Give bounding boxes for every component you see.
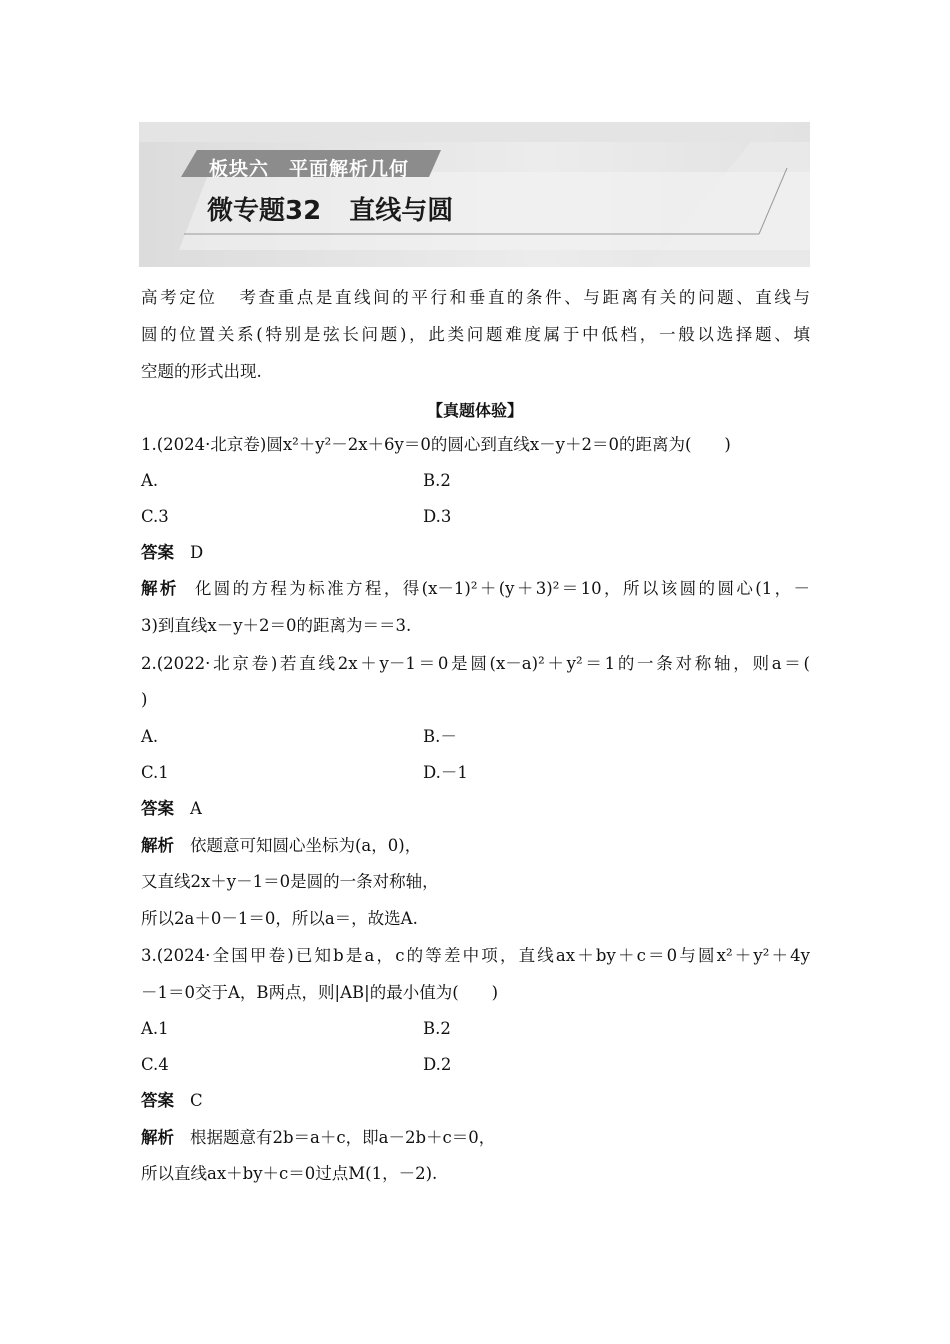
q3-analysis-label: 解析 [141, 1128, 174, 1147]
intro-line-3: 空题的形式出现. [141, 362, 262, 381]
q3-option-a: A.1 [141, 1019, 169, 1038]
section-title: 【真题体验】 [426, 401, 523, 420]
q2-stem-line-2: ) [141, 690, 148, 709]
q3-analysis-line-1 [141, 1127, 495, 1149]
q1-answer-label: 答案 [141, 543, 174, 562]
topic-number: 微专题32 [207, 196, 322, 226]
q3-answer-value: C [190, 1091, 203, 1110]
q2-analysis-line-2: 又直线2x＋y－1＝0是圆的一条对称轴， [141, 872, 439, 891]
topic-title [207, 190, 453, 227]
q3-option-b: B.2 [423, 1019, 451, 1038]
q2-option-a: A. [141, 727, 159, 746]
q3-option-d: D.2 [423, 1055, 452, 1074]
q2-analysis-text-1: 依题意可知圆心坐标为(a，0)， [190, 836, 422, 855]
q1-option-a: A. [141, 471, 159, 490]
intro-text-1: 考查重点是直线间的平行和垂直的条件、与距离有关的问题、直线与 [239, 288, 811, 307]
q1-answer [141, 542, 203, 564]
q2-analysis-label: 解析 [141, 836, 174, 855]
q1-stem: 1.(2024·北京卷)圆x²＋y²－2x＋6y＝0的圆心到直线x－y＋2＝0的距离为( ) [141, 435, 731, 454]
q1-analysis-line-1 [141, 578, 810, 600]
block-label: 板块六 平面解析几何 [209, 158, 410, 180]
q2-option-b: B.－ [423, 727, 457, 746]
q2-answer [141, 798, 202, 820]
topic-banner [139, 122, 810, 267]
q1-answer-value: D [190, 543, 204, 562]
q1-option-c: C.3 [141, 507, 169, 526]
q3-option-c: C.4 [141, 1055, 169, 1074]
q2-analysis-line-3: 所以2a＋0－1＝0，所以a＝，故选A. [141, 909, 418, 928]
q3-analysis-text-1: 根据题意有2b＝a＋c，即a－2b＋c＝0， [190, 1128, 496, 1147]
intro-lead: 高考定位 [141, 288, 218, 307]
q1-option-b: B.2 [423, 471, 451, 490]
topic-name: 直线与圆 [349, 196, 454, 226]
q3-stem-line-2: －1＝0交于A，B两点，则|AB|的最小值为( ) [141, 983, 499, 1002]
q1-analysis-text-1: 化圆的方程为标准方程，得(x－1)²＋(y＋3)²＝10，所以该圆的圆心(1，－ [194, 579, 811, 598]
q2-option-d: D.－1 [423, 763, 468, 782]
q1-option-d: D.3 [423, 507, 452, 526]
q3-stem-line-1: 3.(2024·全国甲卷)已知b是a，c的等差中项，直线ax＋by＋c＝0与圆x²＋y²＋4y [141, 946, 810, 965]
q3-answer-label: 答案 [141, 1091, 174, 1110]
q1-analysis-line-2: 3)到直线x－y＋2＝0的距离为＝＝3. [141, 616, 412, 635]
intro-line-2: 圆的位置关系(特别是弦长问题)，此类问题难度属于中低档，一般以选择题、填 [141, 325, 810, 344]
q2-stem-line-1: 2.(2022·北京卷)若直线2x＋y－1＝0是圆(x－a)²＋y²＝1的一条对称轴，则a＝( [141, 654, 810, 673]
q2-option-c: C.1 [141, 763, 169, 782]
q3-answer [141, 1090, 203, 1112]
q3-analysis-line-2: 所以直线ax＋by＋c＝0过点M(1，－2). [141, 1164, 438, 1183]
q2-analysis-line-1 [141, 835, 421, 857]
q1-analysis-label: 解析 [141, 579, 179, 598]
q2-answer-label: 答案 [141, 799, 174, 818]
intro-line-1 [141, 287, 810, 309]
q2-answer-value: A [190, 799, 202, 818]
